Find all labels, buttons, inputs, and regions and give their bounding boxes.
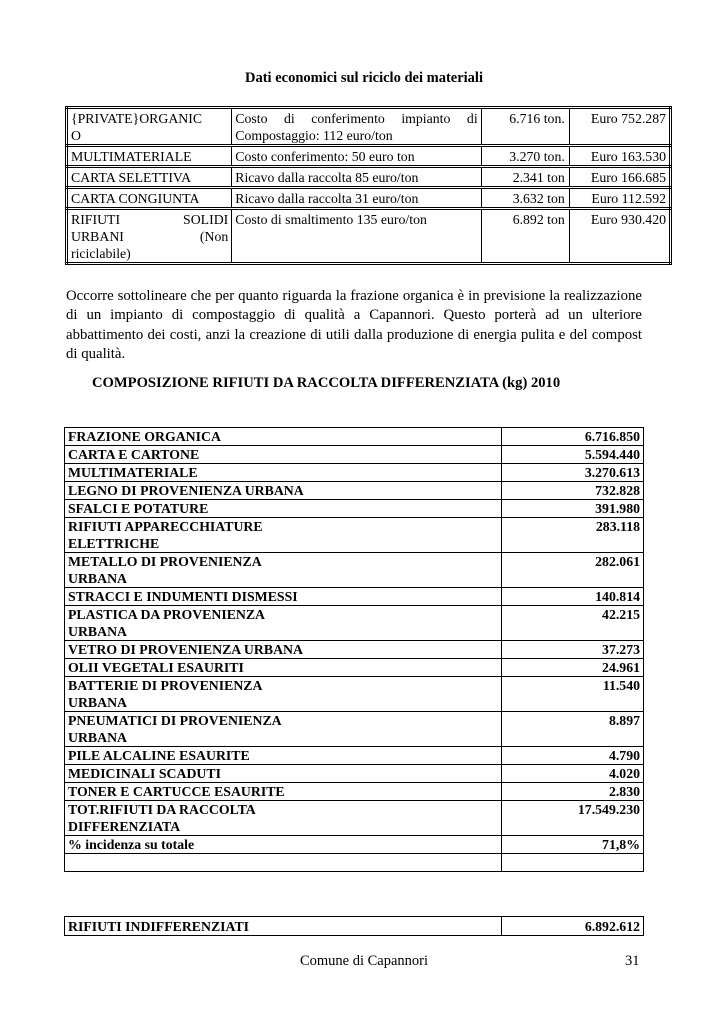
table-row: [65, 783, 644, 801]
tons-cell: 3.270 ton.: [481, 146, 569, 167]
material-text: O: [71, 128, 81, 143]
row-label-text: SFALCI E POTATURE: [68, 501, 209, 516]
row-label-text: % incidenza su totale: [68, 837, 195, 852]
row-label: [65, 606, 502, 641]
economic-table: [65, 106, 672, 265]
row-value: 37.273: [502, 641, 644, 659]
row-label-text: METALLO DI PROVENIENZA: [68, 554, 262, 569]
material-cell: CARTA CONGIUNTA: [67, 188, 232, 209]
row-label-text: OLII VEGETALI ESAURITI: [68, 660, 244, 675]
row-label-text: ELETTRICHE: [68, 536, 160, 551]
row-label-text: LEGNO DI PROVENIENZA URBANA: [68, 483, 304, 498]
tons-cell: 6.892 ton: [481, 209, 569, 264]
row-label-text: STRACCI E INDUMENTI DISMESSI: [68, 589, 298, 604]
indifferenziati-table: [64, 916, 644, 936]
euro-cell: Euro 752.287: [569, 108, 670, 146]
row-label: [65, 446, 502, 464]
euro-cell: Euro 166.685: [569, 167, 670, 188]
table-row: [67, 108, 671, 146]
table-row: [65, 500, 644, 518]
table-row: [65, 659, 644, 677]
row-value: 4.790: [502, 747, 644, 765]
row-value: 2.830: [502, 783, 644, 801]
euro-cell: Euro 163.530: [569, 146, 670, 167]
row-value: 42.215: [502, 606, 644, 641]
row-value: 140.814: [502, 588, 644, 606]
row-label-text: BATTERIE DI PROVENIENZA: [68, 678, 263, 693]
row-label: [65, 464, 502, 482]
row-label: [65, 588, 502, 606]
table-row: [65, 917, 644, 936]
table-row: [65, 677, 644, 712]
row-value: 11.540: [502, 677, 644, 712]
table-row: [65, 428, 644, 446]
row-value: 17.549.230: [502, 801, 644, 836]
table-row: [65, 641, 644, 659]
table-row: [67, 188, 671, 209]
row-label: RIFIUTI INDIFFERENZIATI: [65, 917, 502, 936]
row-label: [65, 482, 502, 500]
table-row: [65, 747, 644, 765]
table-row: [65, 765, 644, 783]
blank-cell: [502, 854, 644, 872]
row-label-text: TOT.RIFIUTI DA RACCOLTA: [68, 802, 256, 817]
material-text: {PRIVATE}ORGANIC: [71, 111, 203, 126]
description-cell: Ricavo dalla raccolta 85 euro/ton: [232, 167, 481, 188]
row-value: 283.118: [502, 518, 644, 553]
row-label-text: TONER E CARTUCCE ESAURITE: [68, 784, 285, 799]
material-text: riciclabile): [71, 246, 131, 261]
table-row: [67, 146, 671, 167]
row-value: 5.594.440: [502, 446, 644, 464]
material-cell: [67, 209, 232, 264]
material-cell: CARTA SELETTIVA: [67, 167, 232, 188]
row-value: 6.892.612: [502, 917, 644, 936]
table-row: [65, 482, 644, 500]
row-label-text: MULTIMATERIALE: [68, 465, 198, 480]
body-paragraph: Occorre sottolineare che per quanto riguarda la frazione organica è in previsione la realizzazione di un impianto di compostaggio di qualità a Capannori. Questo porterà ad un ulteriore abbattimento dei costi, anzi la creazione di utili dalla produzione di energia pulita e del compost di qualità.: [66, 288, 642, 362]
tons-cell: 6.716 ton.: [481, 108, 569, 146]
row-label-text: URBANA: [68, 571, 128, 586]
row-label-text: FRAZIONE ORGANICA: [68, 429, 221, 444]
row-value: 732.828: [502, 482, 644, 500]
table-row: [65, 518, 644, 553]
row-value: 3.270.613: [502, 464, 644, 482]
tons-cell: 3.632 ton: [481, 188, 569, 209]
table-row: [65, 464, 644, 482]
row-label-text: URBANA: [68, 624, 128, 639]
table-row: [65, 606, 644, 641]
tons-cell: 2.341 ton: [481, 167, 569, 188]
row-label-text: PLASTICA DA PROVENIENZA: [68, 607, 266, 622]
row-label: [65, 712, 502, 747]
row-label-text: MEDICINALI SCADUTI: [68, 766, 221, 781]
euro-cell: Euro 930.420: [569, 209, 670, 264]
table-row: [65, 712, 644, 747]
table-row: [65, 801, 644, 836]
table-row: [65, 836, 644, 854]
row-value: 8.897: [502, 712, 644, 747]
footer-municipality: Comune di Capannori: [299, 953, 429, 969]
material-text: RIFIUTI SOLIDI: [71, 212, 229, 227]
row-label-text: PILE ALCALINE ESAURITE: [68, 748, 250, 763]
row-label: [65, 836, 502, 854]
row-label: [65, 641, 502, 659]
row-value: 282.061: [502, 553, 644, 588]
table-row: [65, 588, 644, 606]
row-label: [65, 765, 502, 783]
economic-title: Dati economici sul riciclo dei materiali: [245, 70, 483, 86]
material-cell: [67, 108, 232, 146]
row-label-text: VETRO DI PROVENIENZA URBANA: [68, 642, 303, 657]
blank-row: [65, 854, 644, 872]
description-cell: [232, 108, 481, 146]
description-text: Compostaggio: 112 euro/ton: [235, 128, 393, 143]
composition-title: COMPOSIZIONE RIFIUTI DA RACCOLTA DIFFERENZIATA (kg) 2010: [92, 375, 561, 391]
row-value: 24.961: [502, 659, 644, 677]
row-label: [65, 783, 502, 801]
row-label: [65, 659, 502, 677]
row-label-text: RIFIUTI APPARECCHIATURE: [68, 519, 263, 534]
row-label-text: CARTA E CARTONE: [68, 447, 200, 462]
row-label: [65, 801, 502, 836]
row-label-text: DIFFERENZIATA: [68, 819, 181, 834]
row-value: 391.980: [502, 500, 644, 518]
table-row: [67, 167, 671, 188]
description-cell: Costo conferimento: 50 euro ton: [232, 146, 481, 167]
row-label: [65, 518, 502, 553]
euro-cell: Euro 112.592: [569, 188, 670, 209]
row-label-text: PNEUMATICI DI PROVENIENZA: [68, 713, 282, 728]
description-cell: Costo di smaltimento 135 euro/ton: [232, 209, 481, 264]
description-cell: Ricavo dalla raccolta 31 euro/ton: [232, 188, 481, 209]
row-label: [65, 747, 502, 765]
row-value: 71,8%: [502, 836, 644, 854]
row-label: [65, 500, 502, 518]
blank-cell: [65, 854, 502, 872]
material-cell: MULTIMATERIALE: [67, 146, 232, 167]
description-text: Costo di conferimento impianto di: [235, 111, 478, 126]
table-row: [67, 209, 671, 264]
row-value: 6.716.850: [502, 428, 644, 446]
composition-table: [64, 427, 644, 872]
page-number: 31: [625, 953, 640, 969]
table-row: [65, 446, 644, 464]
row-label-text: URBANA: [68, 730, 128, 745]
table-row: [65, 553, 644, 588]
material-text: URBANI (Non: [71, 229, 229, 244]
row-value: 4.020: [502, 765, 644, 783]
row-label-text: URBANA: [68, 695, 128, 710]
row-label: [65, 677, 502, 712]
row-label: [65, 553, 502, 588]
row-label: [65, 428, 502, 446]
